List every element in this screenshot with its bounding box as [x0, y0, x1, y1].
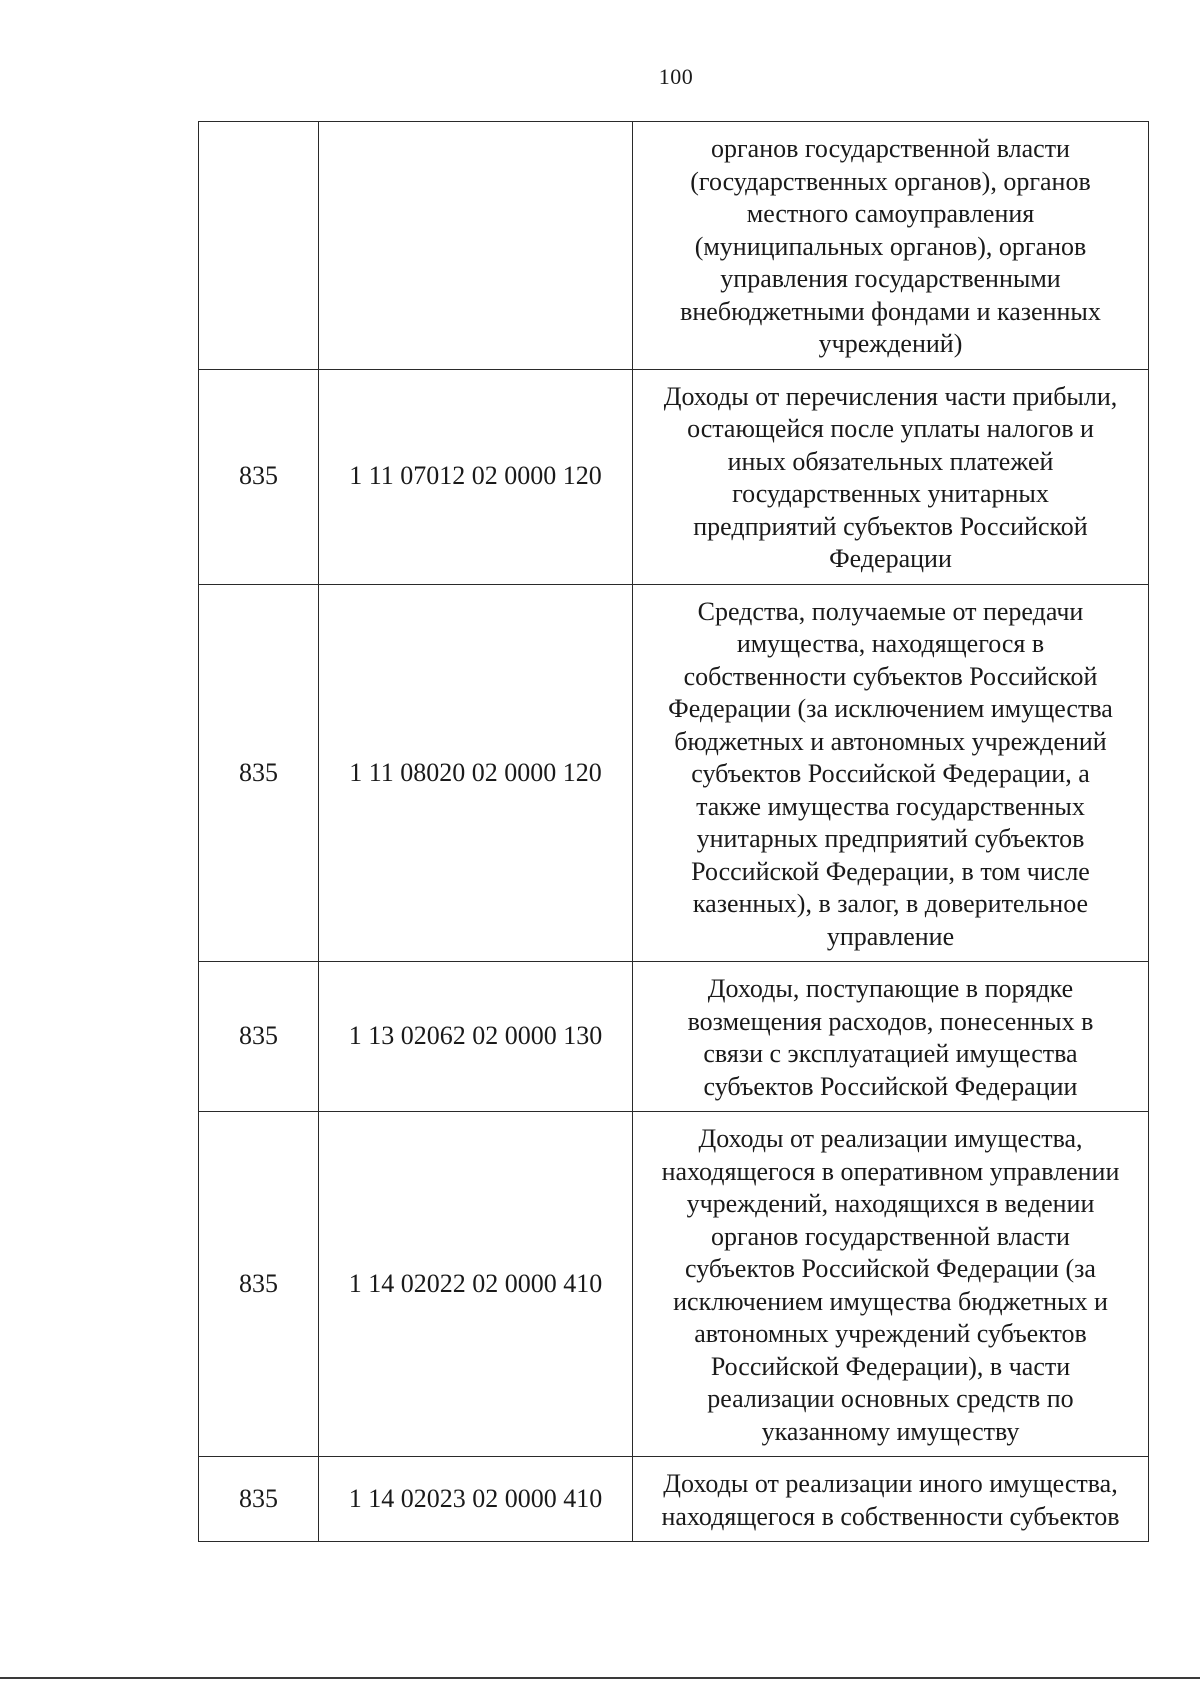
- table-row: [199, 1112, 1149, 1457]
- revenue-name-line: Доходы от реализации иного имущества,: [663, 1469, 1118, 1498]
- revenue-name-cell: [633, 962, 1149, 1112]
- budget-code-cell: 1 14 02022 02 0000 410: [319, 1112, 633, 1457]
- revenue-name-line: автономных учреждений субъектов: [694, 1319, 1087, 1348]
- revenue-name-line: Доходы от перечисления части прибыли,: [663, 381, 1118, 411]
- revenue-name-line: Российской Федерации, в том числе: [691, 856, 1090, 886]
- revenue-name-line: исключением имущества бюджетных и: [673, 1286, 1108, 1316]
- revenue-name-line: Федерации: [829, 544, 952, 573]
- table-row: [199, 962, 1149, 1112]
- revenue-name-line: возмещения расходов, понесенных в: [687, 1006, 1094, 1036]
- revenue-name-line: связи с эксплуатацией имущества: [703, 1039, 1078, 1068]
- revenue-name-line: иных обязательных платежей: [727, 446, 1054, 476]
- revenue-name-cell: [633, 1112, 1149, 1457]
- table-row: [199, 584, 1149, 962]
- revenue-name-line: органов государственной власти: [711, 1221, 1070, 1251]
- admin-code-cell: 835: [199, 962, 319, 1112]
- revenue-name-line: унитарных предприятий субъектов: [696, 824, 1085, 853]
- table-row: [199, 1457, 1149, 1542]
- budget-code-cell: 1 11 07012 02 0000 120: [319, 369, 633, 584]
- revenue-name-line: предприятий субъектов Российской: [693, 511, 1088, 541]
- budget-code-cell: 1 14 02023 02 0000 410: [319, 1457, 633, 1542]
- revenue-name-line: остающейся после уплаты налогов и: [687, 414, 1094, 443]
- revenue-name-line: субъектов Российской Федерации: [703, 1071, 1078, 1101]
- admin-code-cell: 835: [199, 1457, 319, 1542]
- admin-code-cell: 835: [199, 369, 319, 584]
- bottom-divider: [0, 1677, 1200, 1679]
- revenue-name-line: также имущества государственных: [696, 791, 1085, 821]
- revenue-name-line: местного самоуправления: [746, 199, 1035, 228]
- revenue-name-cell: [633, 122, 1149, 370]
- revenue-name-line: управление: [826, 921, 955, 951]
- budget-code-cell: [319, 122, 633, 370]
- revenue-name-line: Доходы, поступающие в порядке: [707, 974, 1074, 1003]
- revenue-name-line: Доходы от реализации имущества,: [698, 1124, 1083, 1153]
- admin-code-cell: [199, 122, 319, 370]
- revenue-name-line: находящегося в собственности субъектов: [661, 1501, 1120, 1531]
- revenue-name-line: находящегося в оперативном управлении: [661, 1156, 1120, 1186]
- revenue-name-cell: [633, 1457, 1149, 1542]
- table-body: [199, 122, 1149, 1542]
- revenue-name-line: Средства, получаемые от передачи: [697, 596, 1084, 626]
- admin-code-cell: 835: [199, 584, 319, 962]
- budget-code-cell: 1 11 08020 02 0000 120: [319, 584, 633, 962]
- revenue-name-line: учреждений, находящихся в ведении: [686, 1189, 1095, 1218]
- revenue-name-line: (муниципальных органов), органов: [694, 231, 1087, 261]
- revenue-name-line: реализации основных средств по: [707, 1384, 1074, 1413]
- page-number: 100: [658, 64, 694, 89]
- revenue-name-line: (государственных органов), органов: [690, 166, 1091, 196]
- revenue-name-line: внебюджетными фондами и казенных: [680, 296, 1101, 326]
- table-row: [199, 369, 1149, 584]
- revenue-name-line: указанному имуществу: [761, 1416, 1020, 1446]
- revenue-name-line: управления государственными: [720, 264, 1061, 293]
- revenue-name-line: бюджетных и автономных учреждений: [674, 726, 1107, 756]
- revenue-name-line: государственных унитарных: [732, 479, 1049, 508]
- revenue-name-line: имущества, находящегося в: [736, 629, 1045, 658]
- revenue-name-cell: [633, 584, 1149, 962]
- revenue-name-cell: [633, 369, 1149, 584]
- revenue-codes-table: [198, 121, 1149, 1542]
- budget-code-cell: 1 13 02062 02 0000 130: [319, 962, 633, 1112]
- revenue-name-line: учреждений): [818, 329, 963, 358]
- revenue-name-line: субъектов Российской Федерации (за: [685, 1254, 1096, 1283]
- revenue-name-line: казенных), в залог, в доверительное: [692, 889, 1089, 918]
- revenue-name-line: органов государственной власти: [711, 134, 1070, 163]
- revenue-name-line: Федерации (за исключением имущества: [668, 694, 1113, 723]
- table-row: [199, 122, 1149, 370]
- admin-code-cell: 835: [199, 1112, 319, 1457]
- revenue-name-line: субъектов Российской Федерации, а: [691, 759, 1090, 788]
- revenue-name-line: собственности субъектов Российской: [683, 661, 1098, 691]
- revenue-name-line: Российской Федерации), в части: [710, 1351, 1071, 1381]
